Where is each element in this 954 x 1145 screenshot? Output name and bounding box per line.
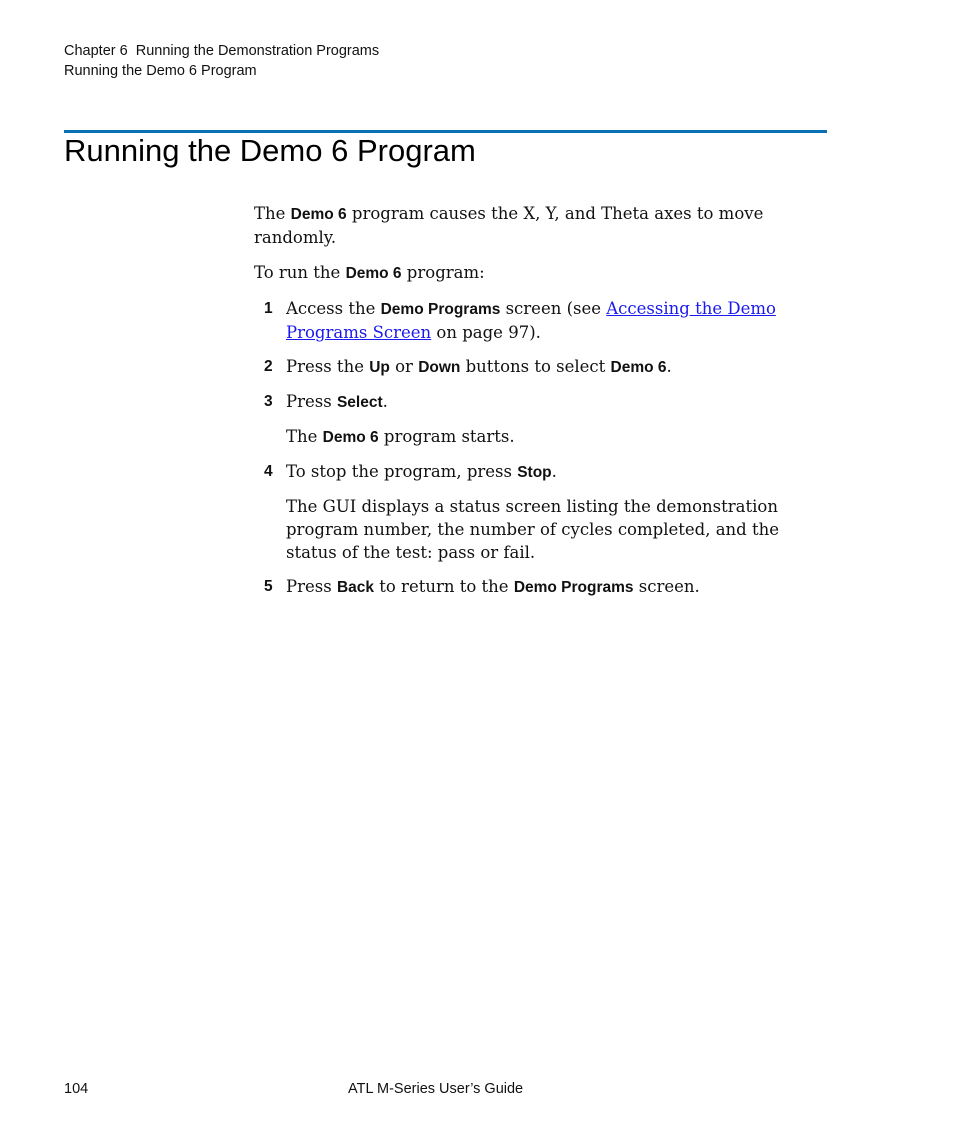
step-3-result: [286, 425, 814, 449]
text: to return to the: [374, 577, 514, 596]
text: Press: [286, 577, 337, 596]
bold-term: Demo 6: [610, 359, 667, 376]
step-2: [254, 355, 814, 379]
bold-term: Demo 6: [345, 265, 402, 282]
text: Press: [286, 392, 337, 411]
footer-title: ATL M-Series User’s Guide: [348, 1081, 524, 1097]
steps-list: [254, 297, 814, 599]
step-3: [254, 390, 814, 414]
text: buttons to select: [460, 357, 611, 376]
procedure-lead: [254, 261, 814, 285]
text: program:: [401, 263, 485, 282]
bold-term: Up: [369, 359, 390, 376]
step-4: [254, 460, 814, 484]
step-number: 2: [264, 358, 273, 375]
header-section: Running the Demo 6 Program: [64, 63, 257, 79]
text: Access the: [286, 299, 381, 318]
page-number: 104: [64, 1081, 89, 1097]
header-chapter: Chapter 6 Running the Demonstration Programs: [64, 43, 380, 59]
text: To run the: [254, 263, 346, 282]
text: or: [389, 357, 419, 376]
text: screen (see: [500, 299, 607, 318]
text: program starts.: [378, 427, 515, 446]
step-5: [254, 575, 814, 599]
step-1: [254, 297, 814, 344]
step-number: 3: [264, 393, 273, 410]
text: To stop the program, press: [286, 462, 518, 481]
text: Press the: [286, 357, 370, 376]
running-header: [64, 41, 379, 81]
step-number: 4: [264, 463, 273, 480]
accessing-demo-programs-link[interactable]: Accessing the Demo Programs Screen: [286, 299, 776, 342]
bold-term: Stop: [517, 464, 552, 481]
bold-term: Select: [336, 394, 383, 411]
bold-term: Back: [336, 579, 374, 596]
bold-term: Demo 6: [322, 429, 379, 446]
text: The: [286, 427, 323, 446]
intro-paragraph: [254, 202, 814, 249]
step-4-result: The GUI displays a status screen listing the demonstration program number, the number of cycles completed, and the status of the test: pass or fail.: [286, 497, 779, 562]
bold-term: Demo Programs: [513, 579, 634, 596]
text: .: [382, 392, 388, 411]
text: program causes the X, Y, and Theta axes to move randomly.: [254, 204, 764, 247]
body-content: [254, 202, 814, 610]
bold-term: Demo Programs: [380, 301, 501, 318]
text: screen.: [633, 577, 700, 596]
text: .: [551, 462, 557, 481]
page-title: Running the Demo 6 Program: [64, 133, 476, 168]
bold-term: Down: [418, 359, 461, 376]
text: .: [666, 357, 672, 376]
bold-term: Demo 6: [290, 206, 347, 223]
text: The: [254, 204, 291, 223]
step-number: 1: [264, 300, 273, 317]
text: on page 97).: [431, 323, 541, 342]
step-number: 5: [264, 578, 273, 595]
